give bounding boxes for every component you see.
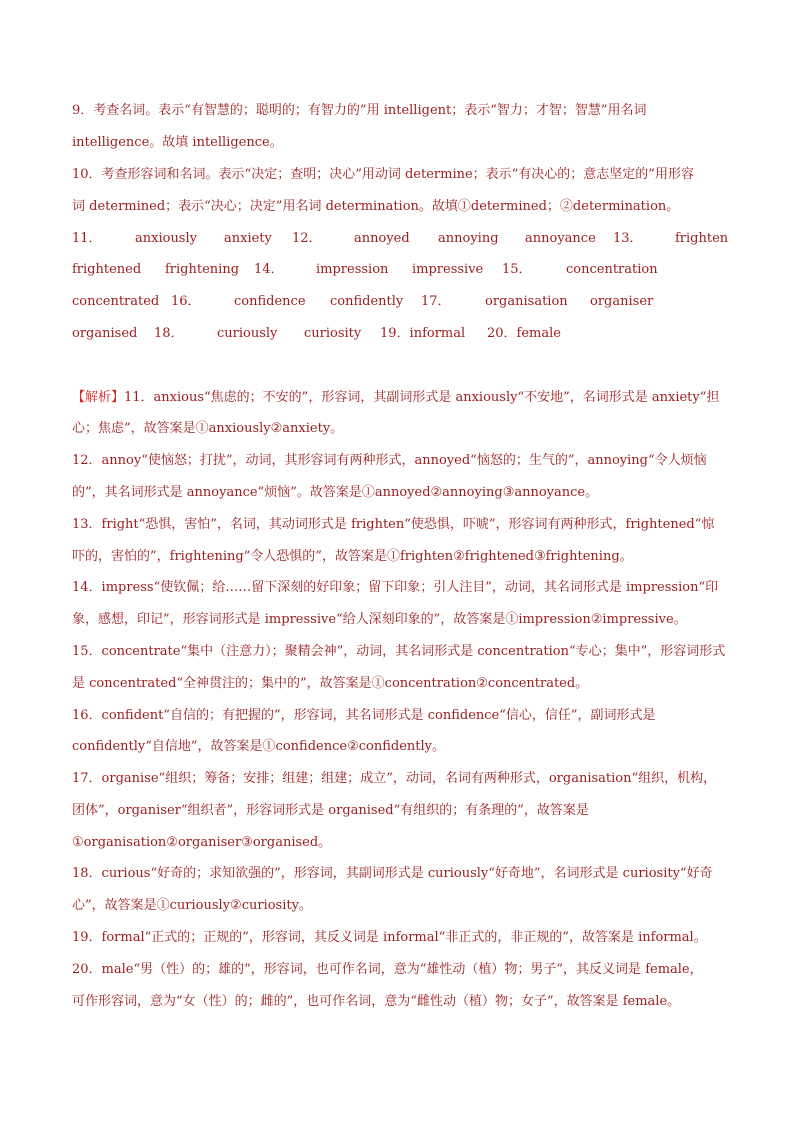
answer-item: impression: [316, 262, 389, 277]
answer-item: 19．informal: [380, 326, 466, 341]
answer-item: impressive: [412, 262, 484, 277]
analysis-text: 11．anxious“焦虑的；不安的”，形容词，其副词形式是 anxiously“不安地”，名词形式是 anxiety“担: [124, 390, 720, 405]
analysis-line: 13．fright“恐惧，害怕”，名词，其动词形式是 frighten“使恐惧，吓唬”，形容词有两种形式，frightened“惊: [72, 517, 715, 532]
answer-item: organisation: [485, 294, 568, 309]
answer-item: curiosity: [304, 326, 362, 341]
paragraph-9-line-1: 9．考查名词。表示“有智慧的；聪明的；有智力的”用 intelligent；表示“智力；才智；智慧”用名词: [72, 103, 647, 118]
answer-item: annoyed: [354, 231, 410, 246]
analysis-line: 心；焦虑”，故答案是①anxiously②anxiety。: [72, 421, 344, 436]
answer-item: 18．: [154, 326, 184, 341]
answer-item: 12．: [292, 231, 322, 246]
answer-item: concentrated: [72, 294, 160, 309]
analysis-line: 17．organise“组织；筹备；安排；组建；组建；成立”，动词，名词有两种形式，organisation“组织，机构，: [72, 771, 717, 786]
paragraph-10-line-2: 词 determined；表示“决心；决定”用名词 determination。故填①determined；②determination。: [72, 199, 680, 214]
answer-item: annoyance: [525, 231, 596, 246]
analysis-line: 的”，其名词形式是 annoyance“烦恼”。故答案是①annoyed②annoying③annoyance。: [72, 485, 599, 500]
analysis-line: 团体”，organiser“组织者”，形容词形式是 organised“有组织的；有条理的”，故答案是: [72, 803, 589, 818]
analysis-line: confidently“自信地”，故答案是①confidence②confidently。: [72, 739, 445, 754]
answer-item: anxiety: [224, 231, 272, 246]
analysis-line: 18．curious“好奇的；求知欲强的”，形容词，其副词形式是 curiously“好奇地”，名词形式是 curiosity“好奇: [72, 866, 713, 881]
answer-item: organised: [72, 326, 138, 341]
analysis-line: 20．male“男（性）的；雄的”，形容词，也可作名词，意为“雄性动（植）物；男子”，其反义词是 female，: [72, 962, 703, 977]
analysis-line: 是 concentrated“全神贯注的；集中的”，故答案是①concentration②concentrated。: [72, 676, 589, 691]
analysis-line: 15．concentrate“集中（注意力）；聚精会神”，动词，其名词形式是 concentration“专心；集中”，形容词形式: [72, 644, 726, 659]
answer-item: confidence: [234, 294, 306, 309]
answer-item: frightened: [72, 262, 142, 277]
analysis-tag: 【解析】: [72, 390, 125, 405]
analysis-line: 象，感想，印记”，形容词形式是 impressive“给人深刻印象的”，故答案是①impression②impressive。: [72, 612, 687, 627]
analysis-line: 19．formal“正式的；正规的”，形容词，其反义词是 informal“非正式的，非正规的”，故答案是 informal。: [72, 930, 707, 945]
answer-item: curiously: [217, 326, 278, 341]
answer-item: anxiously: [135, 231, 197, 246]
answer-item: annoying: [438, 231, 499, 246]
answer-item: frighten: [675, 231, 729, 246]
analysis-line: 吓的，害怕的”，frightening“令人恐惧的”，故答案是①frighten②frightened③frightening。: [72, 549, 633, 564]
answer-item: 16．: [171, 294, 201, 309]
analysis-line: 14．impress“使钦佩；给……留下深刻的好印象；留下印象；引人注目”，动词，其名词形式是 impression“印: [72, 580, 719, 595]
paragraph-10-line-1: 10．考查形容词和名词。表示“决定；查明；决心”用动词 determine；表示“有决心的；意志坚定的”用形容: [72, 167, 694, 182]
answer-item: organiser: [590, 294, 654, 309]
answer-item: 17．: [421, 294, 451, 309]
analysis-line: 心”，故答案是①curiously②curiosity。: [72, 898, 312, 913]
answer-item: 14．: [254, 262, 284, 277]
answer-item: 13．: [613, 231, 643, 246]
analysis-line: 12．annoy“使恼怒；打扰”，动词，其形容词有两种形式，annoyed“恼怒的；生气的”，annoying“令人烦恼: [72, 453, 707, 468]
analysis-line: 可作形容词，意为“女（性）的；雌的”，也可作名词，意为“雌性动（植）物；女子”，故答案是 female。: [72, 994, 681, 1009]
analysis-line: [72, 388, 719, 408]
analysis-line: ①organisation②organiser③organised。: [72, 835, 332, 850]
answer-item: 15．: [502, 262, 532, 277]
answer-item: 20．female: [487, 326, 561, 341]
paragraph-9-line-2: intelligence。故填 intelligence。: [72, 135, 283, 150]
analysis-line: 16．confident“自信的；有把握的”，形容词，其名词形式是 confidence“信心，信任”，副词形式是: [72, 708, 656, 723]
answer-item: 11．: [72, 231, 102, 246]
answer-item: concentration: [566, 262, 658, 277]
answer-item: confidently: [330, 294, 404, 309]
answer-item: frightening: [165, 262, 240, 277]
